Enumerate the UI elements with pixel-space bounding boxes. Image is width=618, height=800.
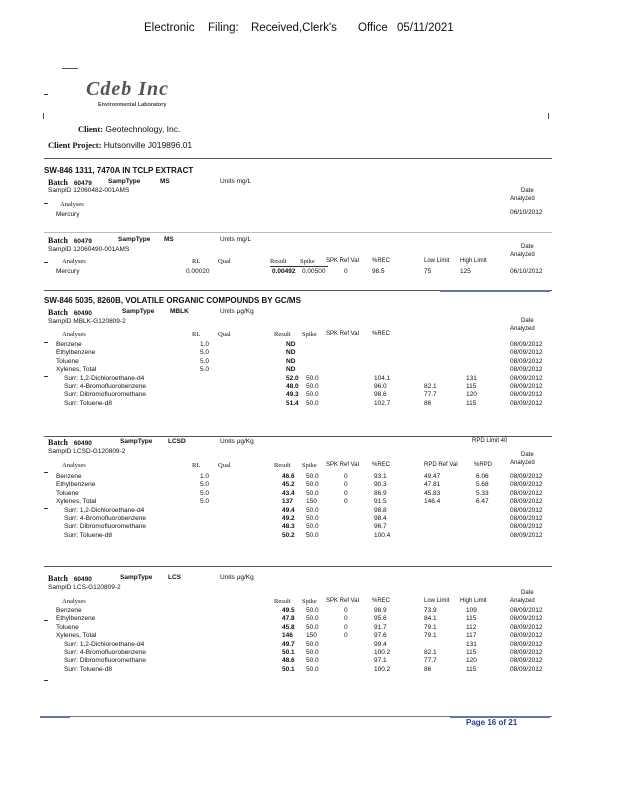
table-row bbox=[0, 666, 618, 675]
cell-high: 120 bbox=[466, 657, 477, 665]
cell-rl: 1.0 bbox=[200, 473, 210, 480]
cell-low: 73.9 bbox=[424, 607, 437, 614]
cell-rec: 98.9 bbox=[374, 607, 387, 614]
cell-name: Surr: 4-Bromofluorobenzene bbox=[64, 515, 147, 522]
cell-date: 08/09/2012 bbox=[510, 366, 543, 374]
cell-ref: 0 bbox=[344, 623, 348, 631]
batch2-row-mercury: Mercury 0.00020 0.00492 0.00500 0 98.5 75 125 06/10/2012 bbox=[56, 268, 543, 275]
cell-name: Surr: Dibromofluoromethane bbox=[64, 391, 147, 399]
filing-word-received: Received,Clerk's bbox=[251, 22, 337, 34]
cell-spike: 150 bbox=[306, 498, 317, 506]
batch1-analyses-hdr: Analyses bbox=[60, 201, 84, 208]
batch4-colheads: Analyses RL Qual Result Spike SPK Ref Val %REC RPD Ref Val %RPD bbox=[62, 462, 493, 469]
cell-spike: 50.0 bbox=[306, 506, 319, 514]
cell-rec: 102.7 bbox=[374, 399, 391, 407]
batch2-colheads: Analyses RL Qual Result Spike SPK Ref Val %REC Low Limit High Limit bbox=[62, 258, 487, 265]
cell-high: 117 bbox=[466, 632, 477, 640]
cell-rpdref: 47.81 bbox=[424, 481, 441, 489]
cell-rec: 96.0 bbox=[374, 383, 387, 390]
cell-name: Xylenes, Total bbox=[56, 498, 97, 506]
batch2-date-hdr: Date bbox=[521, 244, 534, 250]
cell-date: 08/09/2012 bbox=[510, 357, 543, 365]
cell-name: Surr: 4-Bromofluorobenzene bbox=[64, 383, 147, 390]
batch3-header: Batch 60490 SampType MBLK Units µg/Kg bbox=[48, 308, 254, 317]
cell-spike: 50.0 bbox=[306, 657, 319, 665]
cell-low: 86 bbox=[424, 399, 432, 407]
section-title-tclp: SW-846 1311, 7470A IN TCLP EXTRACT bbox=[44, 166, 194, 175]
cell-date: 08/09/2012 bbox=[510, 498, 543, 506]
filing-word-office: Office bbox=[358, 22, 388, 34]
cell-spike: 50.0 bbox=[306, 623, 319, 631]
cell-name: Surr: 1,2-Dichloroethane-d4 bbox=[64, 374, 145, 382]
cell-rec: 99.4 bbox=[374, 640, 387, 648]
cell-spike: 50.0 bbox=[306, 383, 319, 390]
cell-rl: 5.0 bbox=[200, 366, 210, 374]
batch2-sampid: SampID 12060490-001AMS bbox=[48, 246, 130, 253]
batch2-analyzed-hdr: Analyzed bbox=[510, 252, 535, 258]
cell-result: 49.4 bbox=[282, 506, 295, 514]
cell-result: 52.0 bbox=[286, 374, 299, 382]
cell-rl: 5.0 bbox=[200, 349, 210, 357]
cell-rpd: 6.47 bbox=[476, 498, 489, 506]
cell-result: 50.1 bbox=[282, 649, 295, 656]
filing-word-electronic: Electronic bbox=[144, 22, 195, 34]
filing-word-filing: Filing: bbox=[208, 22, 239, 34]
cell-date: 08/09/2012 bbox=[510, 391, 543, 399]
cell-rec: 91.5 bbox=[374, 498, 387, 506]
cell-high: 115 bbox=[466, 649, 477, 656]
batch5-colheads: Analyses Result Spike SPK Ref Val %REC Low Limit High Limit bbox=[62, 598, 487, 605]
client-value: Geotechnology, Inc. bbox=[105, 124, 181, 134]
cell-ref: 0 bbox=[344, 481, 348, 489]
cell-spike: 50.0 bbox=[306, 640, 319, 648]
cell-spike: 50.0 bbox=[306, 399, 319, 407]
cell-high: 115 bbox=[466, 615, 477, 623]
cell-date: 08/09/2012 bbox=[510, 473, 543, 480]
cell-spike: 50.0 bbox=[306, 649, 319, 656]
cell-rec: 95.6 bbox=[374, 615, 387, 623]
cell-name: Surr: 4-Bromofluorobenzene bbox=[64, 649, 147, 656]
cell-high: 115 bbox=[466, 383, 477, 390]
page-number: Page 16 of 21 bbox=[466, 718, 518, 727]
batch5-header: Batch 60490 SampType LCS Units µg/Kg bbox=[48, 574, 254, 583]
cell-name: Surr: Toluene-d8 bbox=[64, 665, 112, 673]
cell-date: 08/09/2012 bbox=[510, 632, 543, 640]
logo-name: Cdeb Inc bbox=[86, 78, 169, 100]
cell-name: Surr: 1,2-Dichloroethane-d4 bbox=[64, 506, 145, 514]
cell-rl: 1.0 bbox=[200, 341, 210, 348]
cell-high: 131 bbox=[466, 640, 477, 648]
cell-name: Toluene bbox=[56, 489, 79, 497]
cell-date: 08/09/2012 bbox=[510, 607, 543, 614]
cell-rl: 5.0 bbox=[200, 481, 210, 489]
cell-result: 48.6 bbox=[282, 657, 295, 665]
cell-high: 109 bbox=[466, 607, 477, 614]
cell-date: 08/09/2012 bbox=[510, 489, 543, 497]
cell-spike: 50.0 bbox=[306, 374, 319, 382]
cell-rec: 100.2 bbox=[374, 665, 391, 673]
cell-date: 08/09/2012 bbox=[510, 383, 543, 390]
cell-rec: 93.1 bbox=[374, 473, 387, 480]
batch2-header: Batch 60479 SampType MS Units mg/L bbox=[48, 236, 252, 245]
cell-rpd: 5.68 bbox=[476, 481, 489, 489]
cell-rec: 96.7 bbox=[374, 523, 387, 531]
cell-high: 115 bbox=[466, 399, 477, 407]
cell-result: ND bbox=[286, 357, 296, 365]
cell-result: 43.4 bbox=[282, 489, 295, 497]
cell-rpdref: 146.4 bbox=[424, 498, 441, 506]
cell-low: 82.1 bbox=[424, 649, 437, 656]
cell-name: Surr: Dibromofluoromethane bbox=[64, 657, 147, 665]
cell-rec: 100.2 bbox=[374, 649, 391, 656]
batch1-analyzed-hdr: Analyzed bbox=[510, 196, 535, 202]
cell-spike: 50.0 bbox=[306, 531, 319, 539]
cell-ref: 0 bbox=[344, 498, 348, 506]
cell-rec: 86.9 bbox=[374, 489, 387, 497]
cell-name: Ethylbenzene bbox=[56, 481, 96, 489]
cell-low: 77.7 bbox=[424, 391, 437, 399]
cell-rec: 104.1 bbox=[374, 374, 391, 382]
cell-low: 79.1 bbox=[424, 623, 437, 631]
cell-result: 48.0 bbox=[286, 383, 299, 390]
cell-high: 115 bbox=[466, 665, 477, 673]
cell-spike: 50.0 bbox=[306, 615, 319, 623]
cell-ref: 0 bbox=[344, 489, 348, 497]
cell-date: 08/09/2012 bbox=[510, 623, 543, 631]
batch4-analyzed-hdr: Analyzed bbox=[510, 460, 535, 466]
filing-date: 05/11/2021 bbox=[397, 22, 454, 34]
cell-spike: 50.0 bbox=[306, 515, 319, 522]
cell-name: Xylenes, Total bbox=[56, 632, 97, 640]
cell-rec: 98.8 bbox=[374, 506, 387, 514]
cell-result: 137 bbox=[282, 498, 293, 506]
cell-spike: 50.0 bbox=[306, 607, 319, 614]
batch4-header: Batch 60490 SampType LCSD Units µg/Kg RPD Limit 40 bbox=[48, 438, 508, 447]
cell-rpdref: 49.47 bbox=[424, 473, 441, 480]
project-value: Hutsonville J019896.01 bbox=[103, 140, 193, 150]
cell-result: 45.8 bbox=[282, 623, 295, 631]
cell-date: 08/09/2012 bbox=[510, 640, 543, 648]
cell-rec: 91.7 bbox=[374, 623, 387, 631]
cell-date: 08/09/2012 bbox=[510, 481, 543, 489]
table-row bbox=[0, 400, 618, 409]
cell-spike: 50.0 bbox=[306, 473, 319, 480]
cell-name: Benzene bbox=[56, 607, 82, 614]
cell-date: 08/09/2012 bbox=[510, 657, 543, 665]
batch1-header: Batch 60479 SampType MS Units mg/L bbox=[48, 178, 252, 187]
cell-result: ND bbox=[286, 341, 296, 348]
cell-spike: 50.0 bbox=[306, 523, 319, 531]
cell-date: 08/09/2012 bbox=[510, 615, 543, 623]
cell-result: 47.8 bbox=[282, 615, 295, 623]
cell-low: 79.1 bbox=[424, 632, 437, 640]
project-label: Client Project: bbox=[48, 140, 102, 150]
batch1-date: 06/10/2012 bbox=[510, 209, 543, 216]
cell-result: 46.6 bbox=[282, 473, 295, 480]
cell-rec: 97.6 bbox=[374, 632, 387, 640]
cell-rl: 5.0 bbox=[200, 489, 210, 497]
batch5-sampid: SampID LCS-G120809-2 bbox=[48, 584, 121, 591]
cell-name: Benzene bbox=[56, 341, 82, 348]
batch3-sampid: SampID MBLK-G120809-2 bbox=[48, 318, 126, 325]
cell-name: Surr: Dibromofluoromethane bbox=[64, 523, 147, 531]
cell-low: 82.1 bbox=[424, 383, 437, 390]
cell-low: 86 bbox=[424, 665, 432, 673]
cell-rl: 5.0 bbox=[200, 357, 210, 365]
cell-name: Surr: Toluene-d8 bbox=[64, 399, 112, 407]
batch3-date-hdr: Date bbox=[521, 318, 534, 324]
cell-date: 08/09/2012 bbox=[510, 531, 543, 539]
cell-result: 48.3 bbox=[282, 523, 295, 531]
batch3-colheads: Analyses RL Qual Result Spike SPK Ref Val %REC bbox=[62, 331, 391, 338]
cell-date: 08/09/2012 bbox=[510, 665, 543, 673]
cell-name: Toluene bbox=[56, 357, 79, 365]
cell-ref: 0 bbox=[344, 615, 348, 623]
cell-spike: 50.0 bbox=[306, 391, 319, 399]
cell-result: 49.3 bbox=[286, 391, 299, 399]
logo-subtitle: Environmental Laboratory bbox=[98, 102, 167, 108]
batch3-analyzed-hdr: Analyzed bbox=[510, 326, 535, 332]
cell-date: 08/09/2012 bbox=[510, 515, 543, 522]
cell-rec: 100.4 bbox=[374, 531, 391, 539]
project-line bbox=[48, 140, 192, 150]
cell-spike: 50.0 bbox=[306, 481, 319, 489]
cell-result: 49.7 bbox=[282, 640, 295, 648]
cell-rl: 5.0 bbox=[200, 498, 210, 506]
cell-name: Xylenes, Total bbox=[56, 366, 97, 374]
cell-ref: 0 bbox=[344, 607, 348, 614]
cell-result: 49.2 bbox=[282, 515, 295, 522]
cell-date: 08/09/2012 bbox=[510, 649, 543, 656]
cell-rpd: 6.06 bbox=[476, 473, 489, 480]
cell-name: Surr: Toluene-d8 bbox=[64, 531, 112, 539]
cell-rpdref: 45.83 bbox=[424, 489, 441, 497]
cell-rec: 90.3 bbox=[374, 481, 387, 489]
cell-name: Benzene bbox=[56, 473, 82, 480]
lab-logo bbox=[80, 80, 190, 110]
cell-date: 08/09/2012 bbox=[510, 399, 543, 407]
cell-spike: 50.0 bbox=[306, 489, 319, 497]
cell-date: 08/09/2012 bbox=[510, 506, 543, 514]
batch4-date-hdr: Date bbox=[521, 452, 534, 458]
cell-low: 77.7 bbox=[424, 657, 437, 665]
cell-date: 08/09/2012 bbox=[510, 523, 543, 531]
cell-ref: 0 bbox=[344, 473, 348, 480]
cell-high: 131 bbox=[466, 374, 477, 382]
cell-name: Toluene bbox=[56, 623, 79, 631]
section-title-voc: SW-846 5035, 8260B, VOLATILE ORGANIC COMPOUNDS BY GC/MS bbox=[44, 296, 301, 305]
cell-name: Ethylbenzene bbox=[56, 349, 96, 357]
cell-date: 08/09/2012 bbox=[510, 341, 543, 348]
cell-spike: 50.0 bbox=[306, 665, 319, 673]
cell-result: ND bbox=[286, 349, 296, 357]
cell-date: 08/09/2012 bbox=[510, 349, 543, 357]
cell-result: 50.2 bbox=[282, 531, 295, 539]
batch1-date-hdr: Date bbox=[521, 188, 534, 194]
cell-ref: 0 bbox=[344, 632, 348, 640]
client-label: Client: bbox=[78, 124, 104, 134]
cell-high: 120 bbox=[466, 391, 477, 399]
cell-rpd: 5.33 bbox=[476, 489, 489, 497]
cell-result: ND bbox=[286, 366, 296, 374]
cell-rec: 97.1 bbox=[374, 657, 387, 665]
cell-result: 50.1 bbox=[282, 665, 295, 673]
batch1-analyte: Mercury bbox=[56, 211, 80, 218]
batch1-sampid: SampID 12060482-001AMS bbox=[48, 187, 130, 194]
batch4-sampid: SampID LCSD-G120809-2 bbox=[48, 448, 126, 455]
batch5-date-hdr: Date bbox=[521, 590, 534, 596]
cell-rec: 98.6 bbox=[374, 391, 387, 399]
batch5-analyzed-hdr: Analyzed bbox=[510, 598, 535, 604]
client-line bbox=[78, 124, 180, 134]
cell-high: 112 bbox=[466, 623, 477, 631]
cell-result: 49.5 bbox=[282, 607, 295, 614]
cell-name: Surr: 1,2-Dichloroethane-d4 bbox=[64, 640, 145, 648]
table-row bbox=[0, 532, 618, 541]
cell-name: Ethylbenzene bbox=[56, 615, 96, 623]
cell-result: 51.4 bbox=[286, 399, 299, 407]
cell-result: 45.2 bbox=[282, 481, 295, 489]
cell-date: 08/09/2012 bbox=[510, 374, 543, 382]
cell-result: 146 bbox=[282, 632, 293, 640]
cell-spike: 150 bbox=[306, 632, 317, 640]
cell-low: 84.1 bbox=[424, 615, 437, 623]
cell-rec: 98.4 bbox=[374, 515, 387, 522]
